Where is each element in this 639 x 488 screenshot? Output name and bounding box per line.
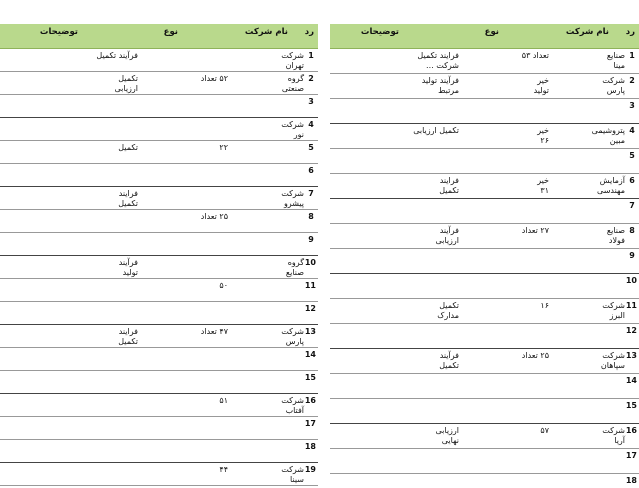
- row-name: شرکت پارس: [281, 327, 304, 346]
- row-type: ۲۵ تعداد: [200, 212, 228, 221]
- row-name: شرکت البرز: [602, 301, 625, 320]
- row-number: 14: [304, 350, 316, 359]
- row-result: تکمیل مدارک: [437, 301, 459, 320]
- row-name: آزمایش مهندسی: [597, 176, 625, 195]
- row-result: فرایند تکمیل: [118, 189, 138, 208]
- table-row: [330, 399, 639, 424]
- table-row: [0, 233, 318, 256]
- row-name: گروه صنایع: [285, 258, 304, 277]
- row-number: 13: [625, 351, 637, 360]
- row-number: 15: [625, 401, 637, 410]
- table-row: [330, 199, 639, 224]
- row-number: 4: [308, 120, 314, 129]
- row-number: 7: [308, 189, 314, 198]
- table-row: [0, 417, 318, 440]
- row-number: 17: [304, 419, 316, 428]
- table-row: [0, 279, 318, 302]
- header-num: رد: [625, 27, 635, 37]
- table-row: [330, 424, 639, 449]
- row-name: شرکت پیشرو: [281, 189, 304, 208]
- row-type: ۵۷: [540, 426, 549, 435]
- row-result: ارزیابی نهایی: [435, 426, 459, 445]
- row-type: ۲۵ تعداد: [521, 351, 549, 360]
- table-row: [0, 463, 318, 486]
- table-row: [330, 249, 639, 274]
- row-type: خیر ۳۱: [537, 176, 549, 195]
- table-row: [0, 302, 318, 325]
- left-table-header: [0, 24, 318, 49]
- header-type: نوع: [163, 27, 178, 37]
- row-type: ۲۲: [219, 143, 228, 152]
- row-number: 10: [625, 276, 637, 285]
- table-row: [0, 49, 318, 72]
- column-gap: [318, 0, 330, 488]
- row-result: فرآیند تولید: [118, 258, 138, 277]
- header-result: توضیحات: [360, 27, 399, 37]
- row-number: 17: [625, 451, 637, 460]
- row-name: صنایع فولاد: [606, 226, 625, 245]
- row-number: 16: [304, 396, 316, 405]
- row-number: 4: [629, 126, 635, 135]
- row-type: ۲۷ تعداد: [521, 226, 549, 235]
- row-name: شرکت سپاهان: [600, 351, 625, 370]
- right-table-header: [330, 24, 639, 49]
- header-num: رد: [304, 27, 314, 37]
- row-name: شرکت سینا: [281, 465, 304, 484]
- row-number: 3: [308, 97, 314, 106]
- row-number: 15: [304, 373, 316, 382]
- row-result: تکمیل: [118, 143, 138, 152]
- row-result: فرایند تکمیل شرکت ...: [417, 51, 459, 70]
- right-table-body: [330, 49, 639, 488]
- row-result: فرایند تکمیل: [118, 327, 138, 346]
- table-row: [330, 174, 639, 199]
- row-number: 6: [629, 176, 635, 185]
- table-row: [0, 210, 318, 233]
- table-row: [330, 374, 639, 399]
- row-result: فرآیند تکمیل: [96, 51, 138, 60]
- row-result: تکمیل ارزیابی: [413, 126, 459, 135]
- table-row: [330, 449, 639, 474]
- table-row: [0, 141, 318, 164]
- row-type: ۵۰: [219, 281, 228, 290]
- left-table-body: [0, 49, 318, 486]
- row-number: 19: [304, 465, 316, 474]
- table-row: [0, 325, 318, 348]
- header-name: نام شرکت: [244, 27, 288, 37]
- row-name: صنایع مینا: [606, 51, 625, 70]
- header-name: نام شرکت: [565, 27, 609, 37]
- row-type: ۴۴: [219, 465, 228, 474]
- row-number: 9: [308, 235, 314, 244]
- row-name: شرکت آریا: [602, 426, 625, 445]
- table-row: [0, 371, 318, 394]
- table-row: [330, 149, 639, 174]
- row-number: 8: [629, 226, 635, 235]
- table-row: [0, 187, 318, 210]
- row-number: 1: [629, 51, 635, 60]
- row-number: 11: [625, 301, 637, 310]
- row-number: 18: [625, 476, 637, 485]
- table-row: [330, 299, 639, 324]
- row-number: 18: [304, 442, 316, 451]
- row-type: ۱۶: [540, 301, 549, 310]
- row-result: فرآیند تکمیل: [439, 351, 459, 370]
- row-number: 12: [304, 304, 316, 313]
- row-number: 6: [308, 166, 314, 175]
- table-row: [0, 72, 318, 95]
- row-number: 8: [308, 212, 314, 221]
- row-type: ۵۱: [219, 396, 228, 405]
- header-type: نوع: [484, 27, 499, 37]
- row-name: شرکت پارس: [602, 76, 625, 95]
- row-number: 2: [629, 76, 635, 85]
- right-table: [330, 24, 639, 488]
- row-number: 9: [629, 251, 635, 260]
- table-row: [330, 224, 639, 249]
- row-number: 3: [629, 101, 635, 110]
- row-number: 1: [308, 51, 314, 60]
- row-result: فرآیند ارزیابی: [435, 226, 459, 245]
- row-number: 10: [304, 258, 316, 267]
- row-type: ۴۷ تعداد: [200, 327, 228, 336]
- table-row: [330, 274, 639, 299]
- row-type: ۵۲ تعداد: [200, 74, 228, 83]
- row-result: فرایند تکمیل: [439, 176, 459, 195]
- table-row: [0, 440, 318, 463]
- row-name: شرکت آفتاب: [281, 396, 304, 415]
- left-table: [0, 24, 318, 488]
- table-row: [0, 256, 318, 279]
- row-number: 11: [304, 281, 316, 290]
- table-row: [0, 118, 318, 141]
- row-result: فرآیند تولید مرتبط: [421, 76, 459, 95]
- row-name: پتروشیمی مبین: [591, 126, 625, 145]
- row-result: تکمیل ارزیابی: [114, 74, 138, 93]
- table-row: [0, 394, 318, 417]
- table-row: [330, 474, 639, 488]
- row-name: شرکت تهران: [281, 51, 304, 70]
- row-number: 5: [308, 143, 314, 152]
- row-number: 7: [629, 201, 635, 210]
- row-name: گروه صنعتی: [281, 74, 304, 93]
- table-row: [0, 95, 318, 118]
- row-number: 2: [308, 74, 314, 83]
- table-row: [330, 99, 639, 124]
- row-type: خیر تولید: [533, 76, 549, 95]
- table-row: [0, 164, 318, 187]
- row-number: 14: [625, 376, 637, 385]
- header-result: توضیحات: [39, 27, 78, 37]
- row-type: تعداد ۵۳: [521, 51, 549, 60]
- row-type: خیر ۲۶: [537, 126, 549, 145]
- table-row: [330, 349, 639, 374]
- row-number: 16: [625, 426, 637, 435]
- table-row: [330, 324, 639, 349]
- table-row: [330, 124, 639, 149]
- row-number: 5: [629, 151, 635, 160]
- table-row: [330, 49, 639, 74]
- row-number: 12: [625, 326, 637, 335]
- table-row: [0, 348, 318, 371]
- row-name: شرکت نور: [281, 120, 304, 139]
- table-row: [330, 74, 639, 99]
- row-number: 13: [304, 327, 316, 336]
